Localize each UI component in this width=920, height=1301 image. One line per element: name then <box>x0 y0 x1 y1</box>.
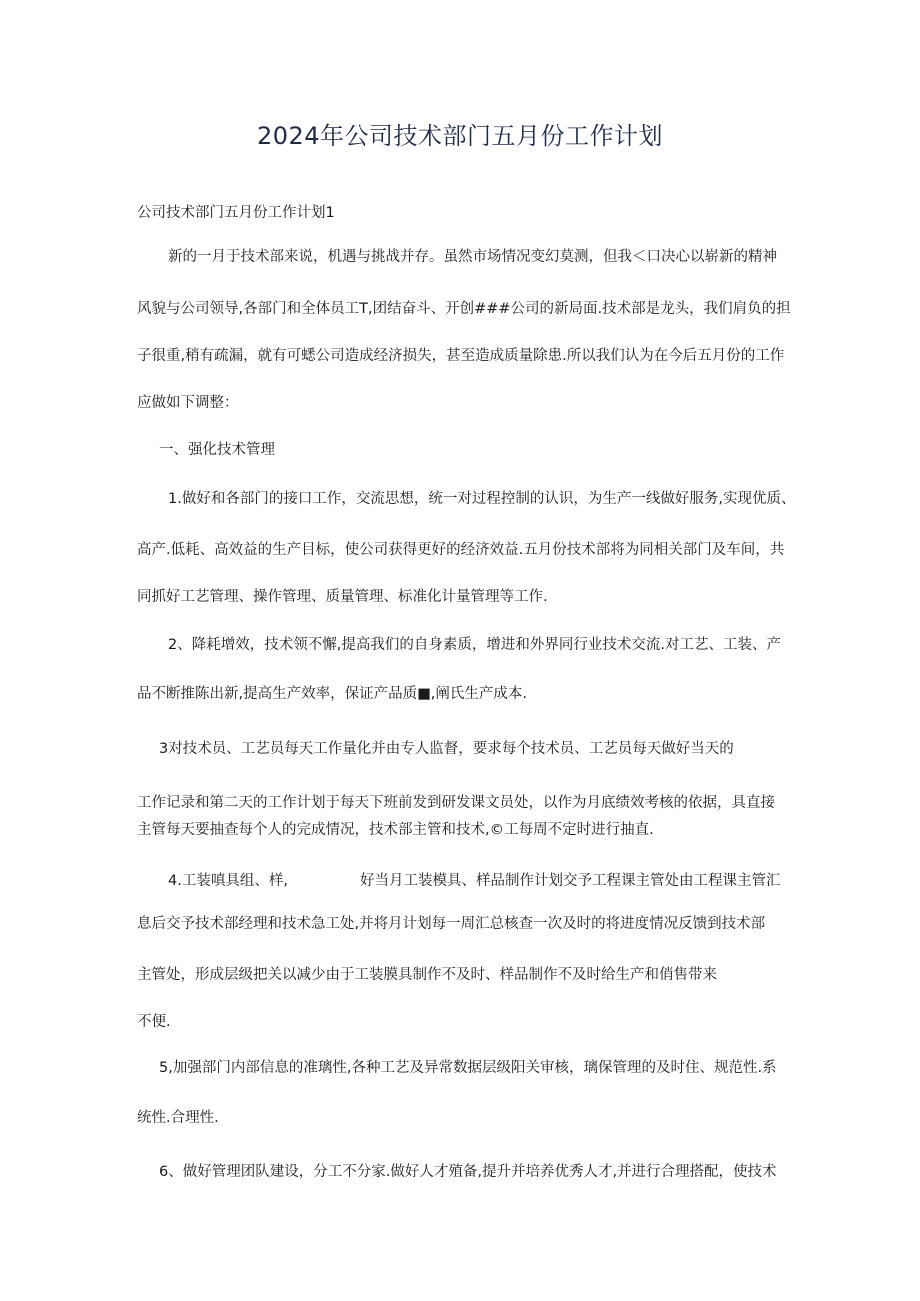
paragraph-line: 子很重,稍有疏漏，就有可蟋公司造成经济损失，甚至造成质量除患.所以我们认为在今后五月份的工作 <box>137 348 785 364</box>
paragraph-line: 品不断推陈出新,提高生产效率，保证产品质■,阐氏生产成本. <box>137 686 528 702</box>
paragraph-line: 3对技术员、工艺员每天工作量化并由专人监督，要求每个技术员、工艺员每天做好当天的 <box>159 741 734 757</box>
section-heading: 一、强化技术管理 <box>159 442 275 458</box>
paragraph-line: 风貌与公司领导,各部门和全体员工T,团结奋斗、开创###公司的新局面.技术部是龙头，我们肩负的担 <box>137 301 791 317</box>
paragraph-line: 2、降耗增效，技术领不懈,提高我们的自身素质，增进和外界同行业技术交流.对工艺、工装、产 <box>168 637 781 653</box>
paragraph-line: 1.做好和各部门的接口工作，交流思想，统一对过程控制的认识，为生产一线做好服务,实现优质、 <box>168 491 796 507</box>
paragraph-line: 同抓好工艺管理、操作管理、质量管理、标准化计量管理等工作. <box>137 589 548 605</box>
line-part: 4.工装嗔具组、样, <box>168 873 288 889</box>
paragraph-line: 6、做好管理团队建设，分工不分家.做好人才殖备,提升并培养优秀人才,并进行合理搭配，使技术 <box>159 1164 777 1180</box>
section-heading: 公司技术部门五月份工作计划1 <box>137 205 335 221</box>
line-part: 好当月工装模具、样品制作计划交予工程课主管处由工程课主管汇 <box>359 873 781 889</box>
paragraph-line: 不便. <box>137 1014 171 1030</box>
paragraph-line: 应做如下调整： <box>137 395 239 411</box>
paragraph-line: 新的一月于技术部来说，机遇与挑战并存。虽然市场情况变幻莫测，但我＜口决心以崭新的精神 <box>168 249 777 265</box>
paragraph-line: 工作记录和第二天的工作计划于每天下班前发到研发课文员处，以作为月底绩效考核的依据，具直接 <box>137 795 775 811</box>
document-title: 2024年公司技术部门五月份工作计划 <box>256 122 664 150</box>
paragraph-line: 息后交予技术部经理和技术急工处,并将月计划每一周汇总核查一次及时的将进度情况反馈到技术部 <box>137 916 766 932</box>
paragraph-line: 主管处，形成层级把关以减少由于工装膜具制作不及时、样品制作不及时给生产和俏售带来 <box>137 967 717 983</box>
paragraph-line: 5,加强部门内部信息的准璃性,各种工艺及异常数据层级阳关审核，璃保管理的及时住、规范性.系 <box>159 1060 777 1076</box>
paragraph-line: 主管每天要抽查每个人的完成情况，技术部主管和技术,©工每周不定时进行抽直. <box>137 822 654 838</box>
paragraph-line: 高产.低耗、高效益的生产目标，使公司获得更好的经济效益.五月份技术部将为同相关部门及车间，共 <box>137 542 785 558</box>
paragraph-line: 统性.合理性. <box>137 1110 219 1126</box>
paragraph-line <box>168 871 780 891</box>
